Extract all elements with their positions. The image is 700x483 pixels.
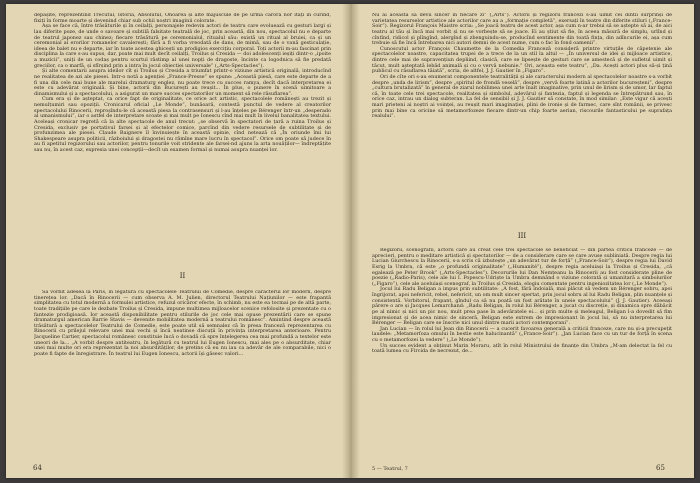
left-page: [6, 4, 350, 478]
right-text-block-1: [372, 13, 672, 227]
paragraph: Jan Lucian — în rolul lui Jean din Rinocerii — a cucerit favoarea generală a criticii franceze, care nu și-a precupețit laudele: „Metamorfoza omului în bestie este halucinantă” („France-Soir”). „Jan Lucian face cu un tur de forță în scena cu o metamorfozei la vedere” („Le Monde”).: [372, 325, 672, 343]
paragraph: Să vorbit adesea la Paris, în legătură cu spectacolele Teatrului de Comedie, despre caracterul lor modern, despre tinerețea lor. „Dacă în Rinocerii — cum observa A. M. Julien, directorul Teatrului Națiunilor — este frapantă simplitatea cu totul modernă a formulei artistice, refuzul oricăror efecte, în schimb, nu este ea tocmai pe de altă parte, toate tradițiile pe care le dezbate Troilus și Cresida, impune multimea mijloacelor scenice refolosite și prezentate cu o fantezie prodigioasă. Ior această disponibilitate pentru stilurile de joc cele mai opuse prezentării care se spune dramaturgul american Barrie Stavis — devenite mobilitatea modernă a teatrului românesc”. Amintind despre această trăsătură a spectacolelor Teatrului de Comedie, este poate util să semnalez că în presa franceză reprezentarea cu Rinocerii cu prilejul relevare unei mai vechi și încă neatinse discuții în privința interpretarea anterioare. Pentru Jacqueline Cartier, spectacolul românesc constituie încă o dovadă că spre înțelegerea cea mai profundă a textelor este uneori de la... „A vorbit despre antiteatru, în legătură cu teatrul lui Eugen Ionescu, mai ales pe o absurditate, chiar unei mai multe ori era reprezentat la noi absurdităților, de pretins că eu nu iau ca adevăr de ale comparabile, nici o poate fi fapte de înregistrare. În teatrul lui Eugen Ionescu, actorii își găsesc valori...: [34, 290, 331, 357]
left-text-block-1: [34, 13, 331, 256]
paragraph: Așa se face că, între trăsăturile și în ceilalți, personajele redevin actori de teatru care evoluează cu gesturi largi și lau diferite poze, de unde o savoare și subtilă falsitate teatrală de joc, prin această, din nou, spectacolul nu e departe de teatrul japonez sau chinez; fiecare trăsătură pe ceremonialul, ritualul său: există un ritual al bruiei, ca și un ceremonial al erorilor romanelor cavalerești; fără a fi vorba vreodată de dans, de mimă, sau de o vană gesticulație, ideea de balet nu e departe, iar în toate acestea ghicești un prodigios exercițiu corporal. Toți actorii m-au fascinat prin disciplina la care s-au supus, dar, poate mai mult decît ceilalți, Troilus și Cresida — doi adolescenți ieșiți dintr-o „ipoite a muzicii”, uniți de un codaș pentru scurtul răstimp al unei nopți de dragoste, încinte ca logodnica să fie predată greciilor, ca o marfă, și sfîrșind prin a intra în jocul obiectiei universale” („Arts-Spectacles”).: [34, 23, 331, 69]
paragraph: Și alte comentarii asupra ideilor cît și Troilus și Cresida a triumfat printr-o viziune artistică originală, introducînd ne realitatea de azi ale piesei. Intr-o notă a agenției „France-Presse” se spune: „Această piesă, care este departe de a fi una din cele mai bune ale marelui dramaturg englez, nu poate trece cu succes ramya, decît dacă interpretarea ei este cu adevărat originală. Și bine, actorii din București au reușit... În plus, o punere în scenă uimitoare a dinamismului și a spectacolului, a asigurat un mare succes spectatorilor un moment să rele răsuflarea”.: [34, 68, 331, 97]
paragraph: Cum era și de așteptat, ca orice fapt de originalitate, ce orice act artistic, spectacolele românești au trezit și nemulțumiri sau opoziții. Cronicarul oficial „Le Monde”, bunăoară, contestă punctul de vedere al creatorilor spectacolului Rinocerii, reproșîndu-le că această piesa la contrasensuri și l-au înțeles pe Bérenger într-un „desperado al umanismului”, iar o astfel de interpretare scoate și mai mult pe Ionescu cînd mai mult în livelul banalitatea textului. Aceleași cronicar regretă că la alte spectacole de anul trecut: „se observă în spectatori de țară a ruina Troilus și Cresida, exclusiv pe portativul farsei și al efectelor comice, parcînd din vedere resursele de subtilitate și de profunzimea ale piesei. Claude Baignere îl învinuiește în această opinie, cînd netează că „În oriunde îmi lui Shakespeare asupra politicii, războiului și dragostei nu rămîne mare lucru în spectacol”. Orice om poate să judece în au fi apetitul regizorului sau actorilor, pentru tonurile voit stridente ale farsei-nd ajuns la arta nouăților— îndreptățite sau nu, în acest caz, expresia unei concepții—decît un examen formal și numai asupra nuanței lor.: [34, 96, 331, 153]
running-footer: 5 — Teatrul, 7: [372, 466, 408, 472]
page-number-left: 64: [33, 464, 42, 472]
book-spread: [6, 4, 694, 478]
paragraph: Ori de cîte ori s-au enumerat componentele teatralității și ale caracterului modern al spectacolelor noastre s-a vorbit despre „unda de lirism”, despre „spiritul de frondă veselă”, despre „vervă foarte latină a actorilor bucureșteni”, despre „cultura brutalizată” în general de ziarul nobilimea unei arte înalt imaginative, prin unul de lirism și de umor, Iar faptul că, în toate cele trei spectacole, realitatea și simbolul, adevărul și fantezia, faptul și legenda se întrepătrund sau, în orice caz, intrau un dialog subteran. La fel de sensibil și J. J. Gautier să constate, în mod similar: „Este vigur că acești mari prieteni ai noștri ai voinței, au reușit mari imaginației, plini de ironie și de farmec, care sînt românii, se privesc prin mai bine ca oricine să metamorfozeze fiecare dintr-un chip foarte aerian, riscourile fantasticului pe suprafața realului”.: [372, 73, 672, 120]
section-numeral: II: [179, 272, 186, 280]
paragraph: Jocul lui Radu Beligan a impus prin subtilitate: „A fost, fără îndoială, mai plăcut să vedem un Bérenger sobru, apoi îngrijorat, apoi nefericit, rebel, nefericit, un om mult sincer spertat, prin jocul sobru al lui Radu Beligan, plin nuanțele și consistentă. Vorbitorul, frapant, gîndul ca să nu poată un fost arătate în uneie spectacolului” (J. J. Gautier). Aceeași părere o are și Jacques Lemarchand: „Radu Beligan, în rolul lui Bérenger, a jucat cu discreție, și dinamica spre dăbâcit pe al nimic și nici un pic nou, mult prea pase în adevăratele ei... și prin multe și meleagul, Beligan l-a dovedit să fim impresionat și de acea nimic de sinceră, Beligan este extrem de impresionant în jocul lui, să nu interpretarea lui Bérenger — Beligan care se înscrie nici unul dintre marii actori contemporani”.: [372, 286, 672, 327]
left-text-block-2: [34, 290, 331, 464]
section-numeral: III: [517, 232, 527, 240]
right-page: [350, 4, 694, 478]
paragraph: depășite, reprezentînd Trecutul, Istoria, Absolutul, Onoarea și alte majuscule de pe urma cărora nor ități în curînd, fixiți în forme moarte și devenind chiar sub ochii noștri imaginii colorate.: [34, 13, 331, 24]
paragraph: Regizorii, scenografii, actorii care au creat cele trei spectacole se beneficiat — din partea criticii franceze — de aprecieri, pentru o meditare artistică și spectatorilor — de a considerare care se care avuse subliniată. Despre regia lui Lucian Giurchescu la Rinocerii, s-a scris că izbutește „un adevărat tur de forță” („France-Soir”), despre regia lui David Esrig la Umbra, că este „o profundă originalitate” („Humanité”), despre regia aceluiași la Troilus și Cresida, „că egalează pe Peter Brook” („Arts-Spectacles”). Decorurile lui Dan Nemțeanu la Rinocerii au fost considerate pline de poezie („Radio-Paris), cele ale lui I. Popescu-Udriște la Umbra demnând o viziune colorată și umanitară a simbolurilor („Figaro”), cele ale aceluiași scenograf, la Troilus și Cresida, elogiu comentate pentru ingeniozitatea lor („Le Monde”).: [372, 248, 672, 287]
page-number-right: 65: [656, 464, 665, 472]
paragraph: Nu ai aceasta să devii sincer în fiecare zi” („Arts”). Actorii și regizorii francezi s-au uimit cei dintîi surprinși de varietatea resurselor artistice ale actorilor care au a „formație completă”, exersați în teatre din diferite stiluri („France-Soir”). Regizorul François Maistre scria: „Se joacă teatru de acest actor, așa cum n-ar trebui să se aștepte să ai, de aici teatru al tău și încă mai vorbit și nu se vorbește să se joace. Ei au știut să fie, în aceea măsură de simplu, urlînd și cîntînd, ridicol și plîngînd, alergînd și zbenguindu-se, producînd sentimente din toată fința, din adîncurile ei, așa cum trebuie să fie încă întrebarea nici autori demni de acest nume, cum o fac în fond oamenii”.: [372, 13, 672, 47]
paragraph: Cunoscutul actor François Chaumette de la Comedia Franceză consideră printre virtuțile de căpetenie ale spectacolelor noastre, capacitatea trupei de a trece de la un stil la altul — „În universul de idei și mijloace artistice, dintre cele mai de supravențiun depliind, clasică, care se lipsește de gesturi care se amestecă și de sufletul uimit și tăcut, mult așteptată lebăd animală și cu o vervă nebunie.” Ori, aceasta este teatru”, „Da. Acești actori plus să-și țină publicul cu răsuflarea tăiată”, scria, de altfel, J. J. Gautier în „Figaro”.: [372, 45, 672, 75]
paragraph: Un succes evident a obținut Marin Moraru, atît în rolul Ministrului de finanțe din Umbra „M-am delectat la fel cu toată lumea cu Fircida de necrezut, de...: [372, 342, 672, 355]
right-text-block-2: [372, 248, 672, 462]
